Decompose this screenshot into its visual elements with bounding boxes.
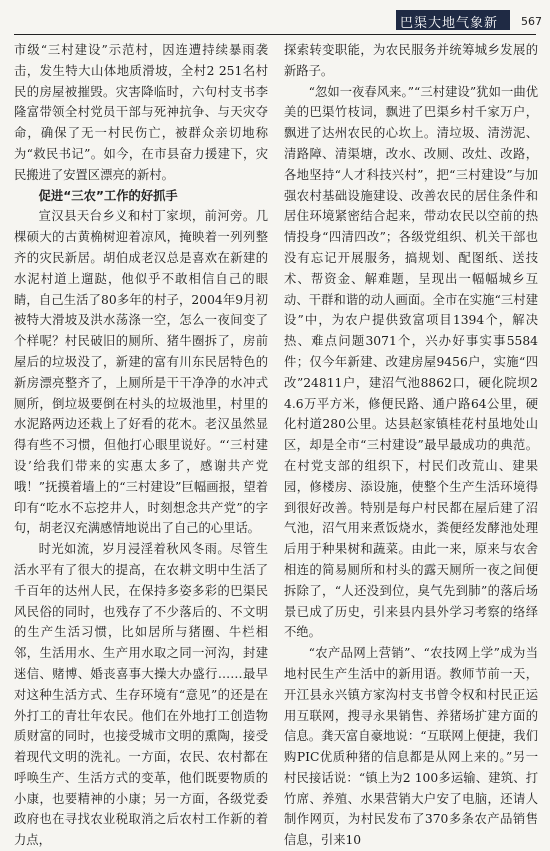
- left-paragraph-3: 时光如流，岁月浸淫着秋风冬雨。尽管生活水平有了很大的提高，在农耕文明中生活了千百年的达州人民，在保持多姿多彩的巴渠民风民俗的同时，也残存了不少落后的、不文明的生产生活习惯，比如居所与猪圈、牛栏相邻，生活用水、生产用水取之同一河沟，封建迷信、赌博、婚丧喜事大操大办盛行……最早对这种生活方式、生存环境有“意见”的还是在外打工的青壮年农民。他们在外地打工创造物质财富的同时，也接受城市文明的熏陶，接受着现代文明的洗礼。一方面，农民、农村都在呼唤生产、生活方式的变革，他们既要物质的小康，也要精神的小康；另一方面，各级党委政府也在寻找农业税取消之后农村工作新的着力点，: [14, 542, 268, 848]
- right-column: [284, 40, 538, 851]
- section-subheading: 促进“三农”工作的好抓手: [38, 188, 178, 203]
- right-paragraph-2: “忽如一夜春风来。”“三村建设”犹如一曲优美的巴渠竹枝词，飘进了巴渠乡村千家万户，飘进了达州农民的心坎上。清垃圾、清涝泥、清路障、清渠塘，改水、改厕、改灶、改路，各地坚持“人才科技兴村”，把“三村建设”与加强农村基础设施建设、改善农民的居住条件和居住环境紧密结合起来，带动农民以空前的热情投身“四清四改”；各级党组织、机关干部也没有忘记开展服务，搞规划、配图纸、送技术、帮资金、解难题，呈现出一幅幅城乡互动、干群和谐的动人画面。全市在实施“三村建设”中，为农户提供致富项目1394个，解决热、难点问题3071个，兴办好事实事5584件；仅今年新建、改建房屋9456户，实施“四改”24811户，建沼气池8862口，硬化院坝24.6万平方米，修便民路、通户路64公里，硬化村道280公里。达县赵家镇桂花村虽地处山区，却是全市“三村建设”最早最成功的典范。在村党支部的组织下，村民们改荒山、建果园，修楼房、添设施，使整个生产生活环境得到很好改善。特别是每户村民都在屋后建了沼气池，沼气用来煮饭烧水，粪便经发酵池处理后用于种果树和蔬菜。由此一来，原来与农舍相连的简易厕所和村头的露天厕所一夜之间便拆除了，“人还没到位，臭气先到肺”的落后场景已成了历史，引来县内县外学习考察的络绎不绝。: [284, 84, 538, 640]
- page-number: 567: [521, 15, 542, 28]
- right-paragraph-1: 探索转变职能，为农民服务并统筹城乡发展的新路子。: [284, 43, 538, 78]
- running-header: [0, 0, 550, 34]
- header-rule: [14, 34, 536, 35]
- left-column: [14, 40, 268, 851]
- header-title: 巴渠大地气象新: [400, 16, 499, 31]
- left-paragraph-2: 宣汉县天台乡义和村丁家坝，前河旁。几棵硕大的古黄桷树迎着凉风，掩映着一列列整齐的灾民新居。胡伯成老汉总是喜欢在新建的水泥村道上遛跶，他似乎不敢相信自己的眼睛，自己生活了80多年的村子，2004年9月初被特大滑坡及洪水荡涤一空，怎么一夜间变了个样呢？村民破旧的厕所、猪牛圈拆了，房前屋后的垃圾没了，新建的富有川东民居特色的新房漂亮整齐了，上厕所是干干净净的水冲式厕所，倒垃圾要倒在村头的垃圾池里，村里的水泥路两边还栽上了好看的花木。老汉虽然显得有些不习惯，但他打心眼里说好。“‘三村建设’给我们带来的实惠太多了，感谢共产党哦！”抚摸着墙上的“三村建设”巨幅画报，望着印有“吃水不忘挖井人，时刻想念共产党”的字句，胡老汉充满感情地说出了自己的心里话。: [14, 209, 268, 536]
- right-paragraph-3: “农产品网上营销”、“农技网上学”成为当地村民生产生活中的新用语。教师节前一天，开江县永兴镇方家沟村支书曾令权和村民正运用互联网，搜寻永果销售、养猪场扩建方面的信息。龚天富自豪地说：“互联网上便捷，我们购PIC优质种猪的信息都是从网上来的。”另一村民接话说：“镇上为2 100多运输、建筑、打竹席、养殖、水果营销大户安了电脑，还请人制作网页，为村民发布了370多条农产品销售信息，引来10: [284, 646, 538, 848]
- left-paragraph-1: 市级“三村建设”示范村，因连遭持续暴雨袭击，发生特大山体地质滑坡，全村2 251名村民的房屋被摧毁。灾害降临时，六句村支书李隆富带领全村党员干部与死神抗争、与天灾夺命，确保了无一村民伤亡，被群众亲切地称为“救民书记”。如今，在市县奋力援建下，灾民搬进了安置区漂亮的新村。: [14, 43, 268, 182]
